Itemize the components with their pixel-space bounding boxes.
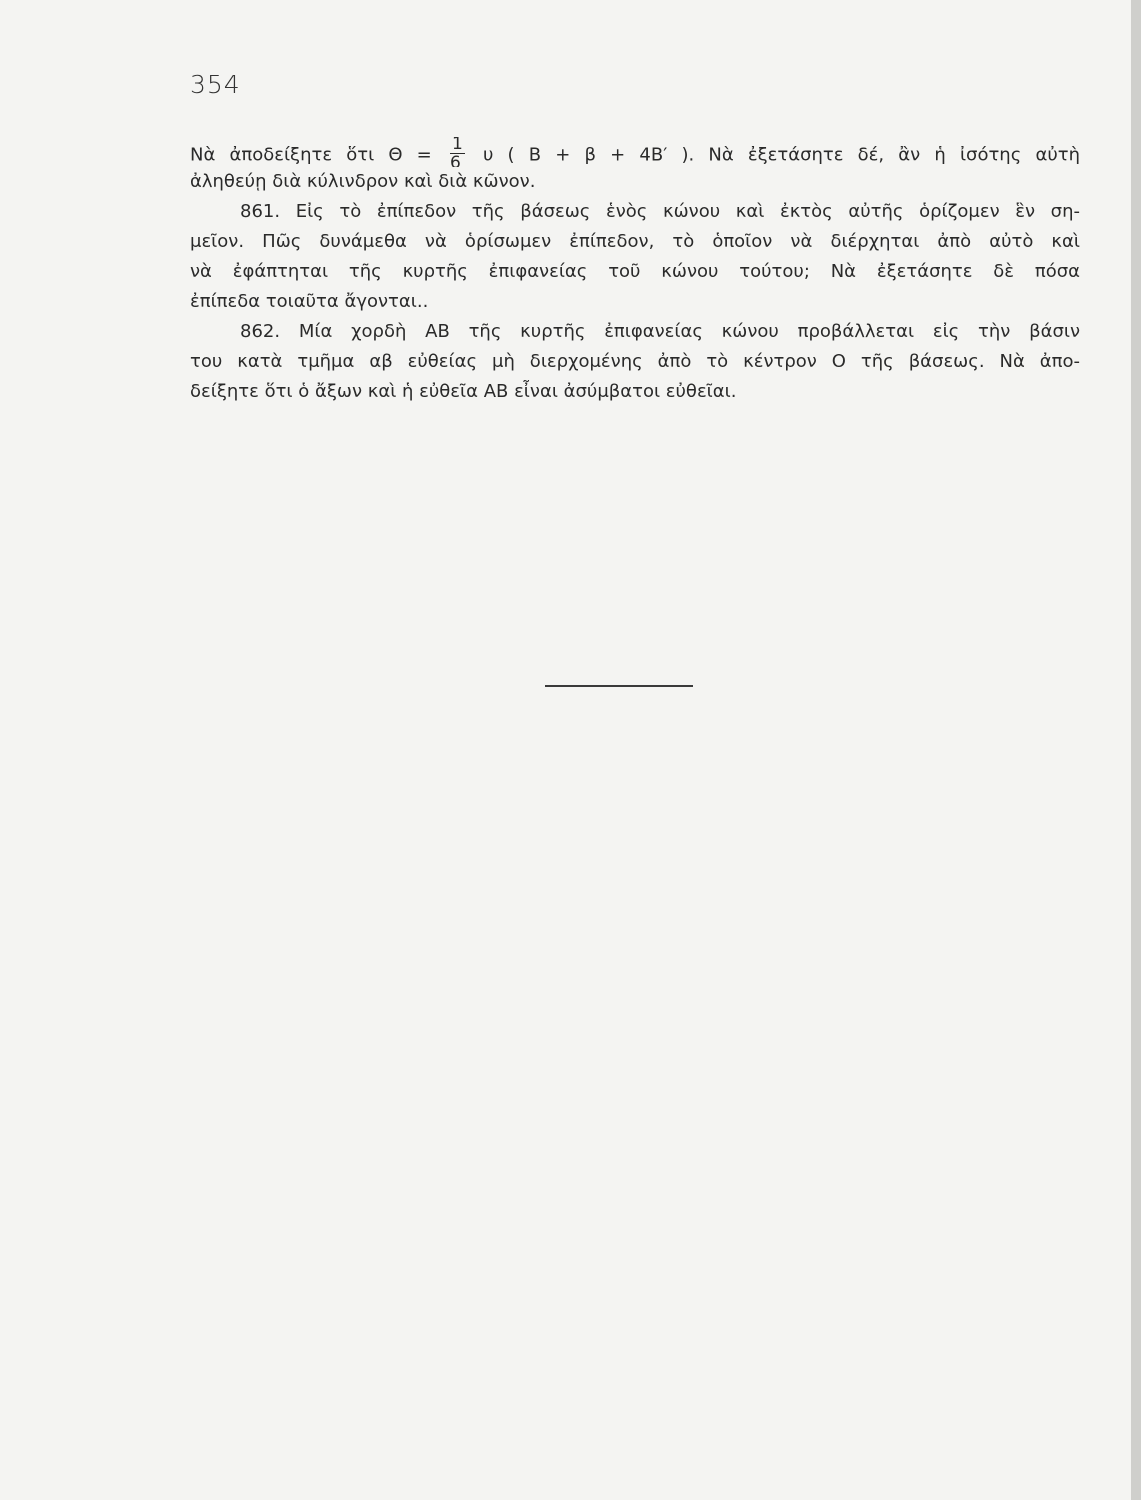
exercise-859-line-1	[190, 137, 1080, 167]
exercise-862-line-3: δείξητε ὅτι ὁ ἄξων καὶ ἡ εὐθεῖα ΑΒ εἶναι ἀσύμβατοι εὐθεῖαι.	[190, 381, 737, 402]
exercise-text	[190, 137, 1080, 407]
page-edge-shadow	[1131, 0, 1141, 1500]
fraction-denominator: 6	[449, 153, 461, 167]
formula-suffix: υ ( Β + β + 4Β′ ). Νὰ ἐξετάσητε δέ, ἂν ἡ ἰσότης αὐτὴ	[482, 144, 1080, 166]
fraction-one-sixth	[450, 137, 465, 167]
page-number: 354	[190, 70, 241, 99]
exercise-859-line-2: ἀληθεύῃ διὰ κύλινδρον καὶ διὰ κῶνον.	[190, 171, 536, 192]
section-divider	[545, 685, 693, 687]
exercise-862-line-1: 862. Μία χορδὴ ΑΒ τῆς κυρτῆς ἐπιφανείας κώνου προβάλλεται εἰς τὴν βάσιν	[240, 321, 1080, 342]
fraction-numerator: 1	[451, 137, 463, 154]
formula-prefix: Νὰ ἀποδείξητε ὅτι Θ =	[190, 144, 432, 166]
exercise-861-line-1: 861. Εἰς τὸ ἐπίπεδον τῆς βάσεως ἑνὸς κώνου καὶ ἐκτὸς αὐτῆς ὁρίζομεν ἓν ση-	[240, 201, 1080, 222]
exercise-862-line-2: του κατὰ τμῆμα αβ εὐθείας μὴ διερχομένης ἀπὸ τὸ κέντρον Ο τῆς βάσεως. Νὰ ἀπο-	[190, 351, 1080, 372]
exercise-861-line-4: ἐπίπεδα τοιαῦτα ἄγονται..	[190, 291, 429, 312]
exercise-861-line-3: νὰ ἐφάπτηται τῆς κυρτῆς ἐπιφανείας τοῦ κώνου τούτου; Νὰ ἐξετάσητε δὲ πόσα	[190, 261, 1080, 282]
exercise-861-line-2: μεῖον. Πῶς δυνάμεθα νὰ ὁρίσωμεν ἐπίπεδον, τὸ ὁποῖον νὰ διέρχηται ἀπὸ αὐτὸ καὶ	[190, 231, 1080, 252]
